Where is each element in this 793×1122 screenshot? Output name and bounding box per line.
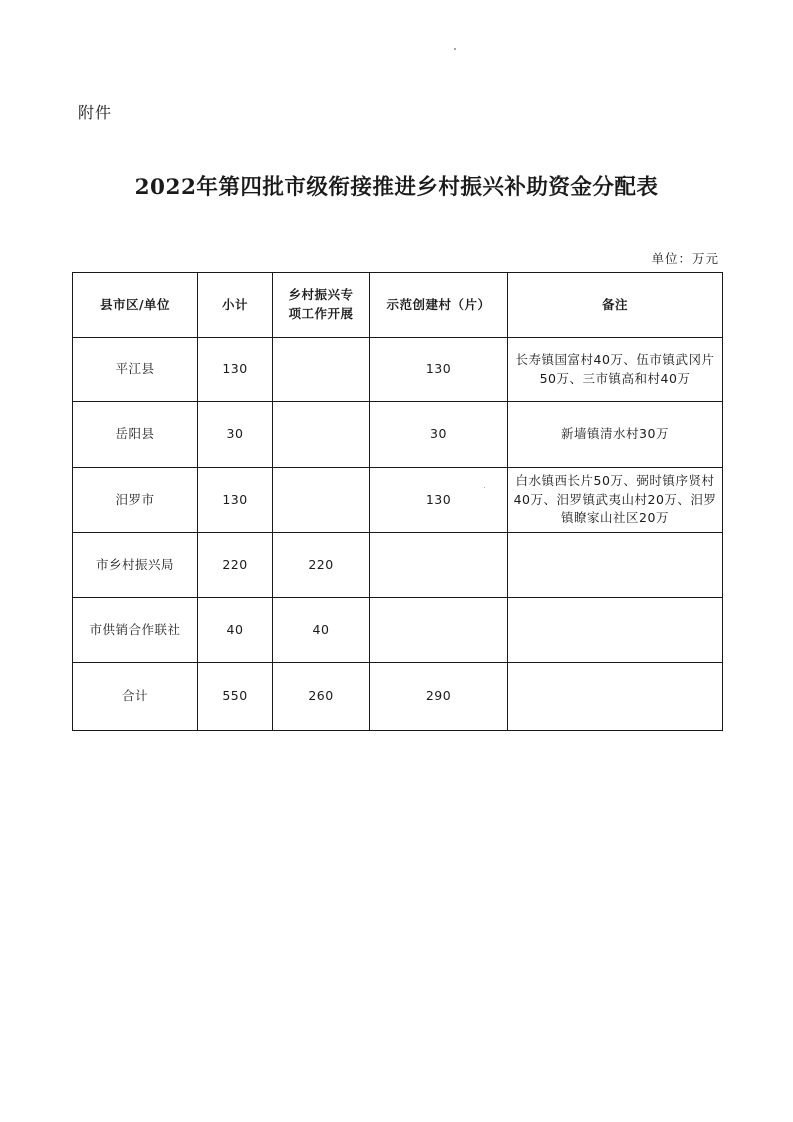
cell-unit: 平江县 [73, 338, 198, 402]
cell-demo: 130 [370, 338, 508, 402]
table-row [73, 533, 723, 598]
table-row [73, 468, 723, 533]
page-title: 2022年第四批市级衔接推进乡村振兴补助资金分配表 [134, 175, 659, 200]
cell-demo: 130 [370, 468, 508, 533]
col-header-demo: 示范创建村（片） [370, 273, 508, 338]
table-row [73, 338, 723, 402]
cell-notes [508, 663, 723, 731]
cell-notes: 白水镇西长片50万、弼时镇序贤村40万、汨罗镇武夷山村20万、汨罗镇瞭家山社区20万 [508, 468, 723, 533]
cell-demo [370, 598, 508, 663]
cell-subtotal: 130 [198, 338, 273, 402]
col-header-notes: 备注 [508, 273, 723, 338]
allocation-table [72, 272, 723, 731]
unit-label: 单位：万元 [651, 251, 719, 266]
cell-notes: 新墙镇清水村30万 [508, 402, 723, 468]
cell-unit: 合计 [73, 663, 198, 731]
cell-special: 260 [273, 663, 370, 731]
cell-demo: 290 [370, 663, 508, 731]
col-header-special: 乡村振兴专项工作开展 [273, 273, 370, 338]
cell-special [273, 468, 370, 533]
col-header-unit: 县市区/单位 [73, 273, 198, 338]
cell-notes: 长寿镇国富村40万、伍市镇武冈片50万、三市镇高和村40万 [508, 338, 723, 402]
cell-subtotal: 40 [198, 598, 273, 663]
cell-notes [508, 598, 723, 663]
table-row [73, 402, 723, 468]
cell-unit: 汨罗市 [73, 468, 198, 533]
cell-unit: 市乡村振兴局 [73, 533, 198, 598]
cell-special [273, 402, 370, 468]
scan-speck [484, 487, 485, 488]
table-row [73, 598, 723, 663]
cell-notes [508, 533, 723, 598]
cell-subtotal: 220 [198, 533, 273, 598]
cell-special: 40 [273, 598, 370, 663]
cell-demo [370, 533, 508, 598]
cell-subtotal: 550 [198, 663, 273, 731]
cell-demo: 30 [370, 402, 508, 468]
cell-special: 220 [273, 533, 370, 598]
table-header-row [73, 273, 723, 338]
cell-unit: 岳阳县 [73, 402, 198, 468]
cell-subtotal: 130 [198, 468, 273, 533]
cell-special [273, 338, 370, 402]
table-row-total [73, 663, 723, 731]
scan-speck [454, 48, 456, 50]
cell-subtotal: 30 [198, 402, 273, 468]
attachment-label: 附件 [78, 103, 113, 122]
cell-unit: 市供销合作联社 [73, 598, 198, 663]
col-header-subtotal: 小计 [198, 273, 273, 338]
